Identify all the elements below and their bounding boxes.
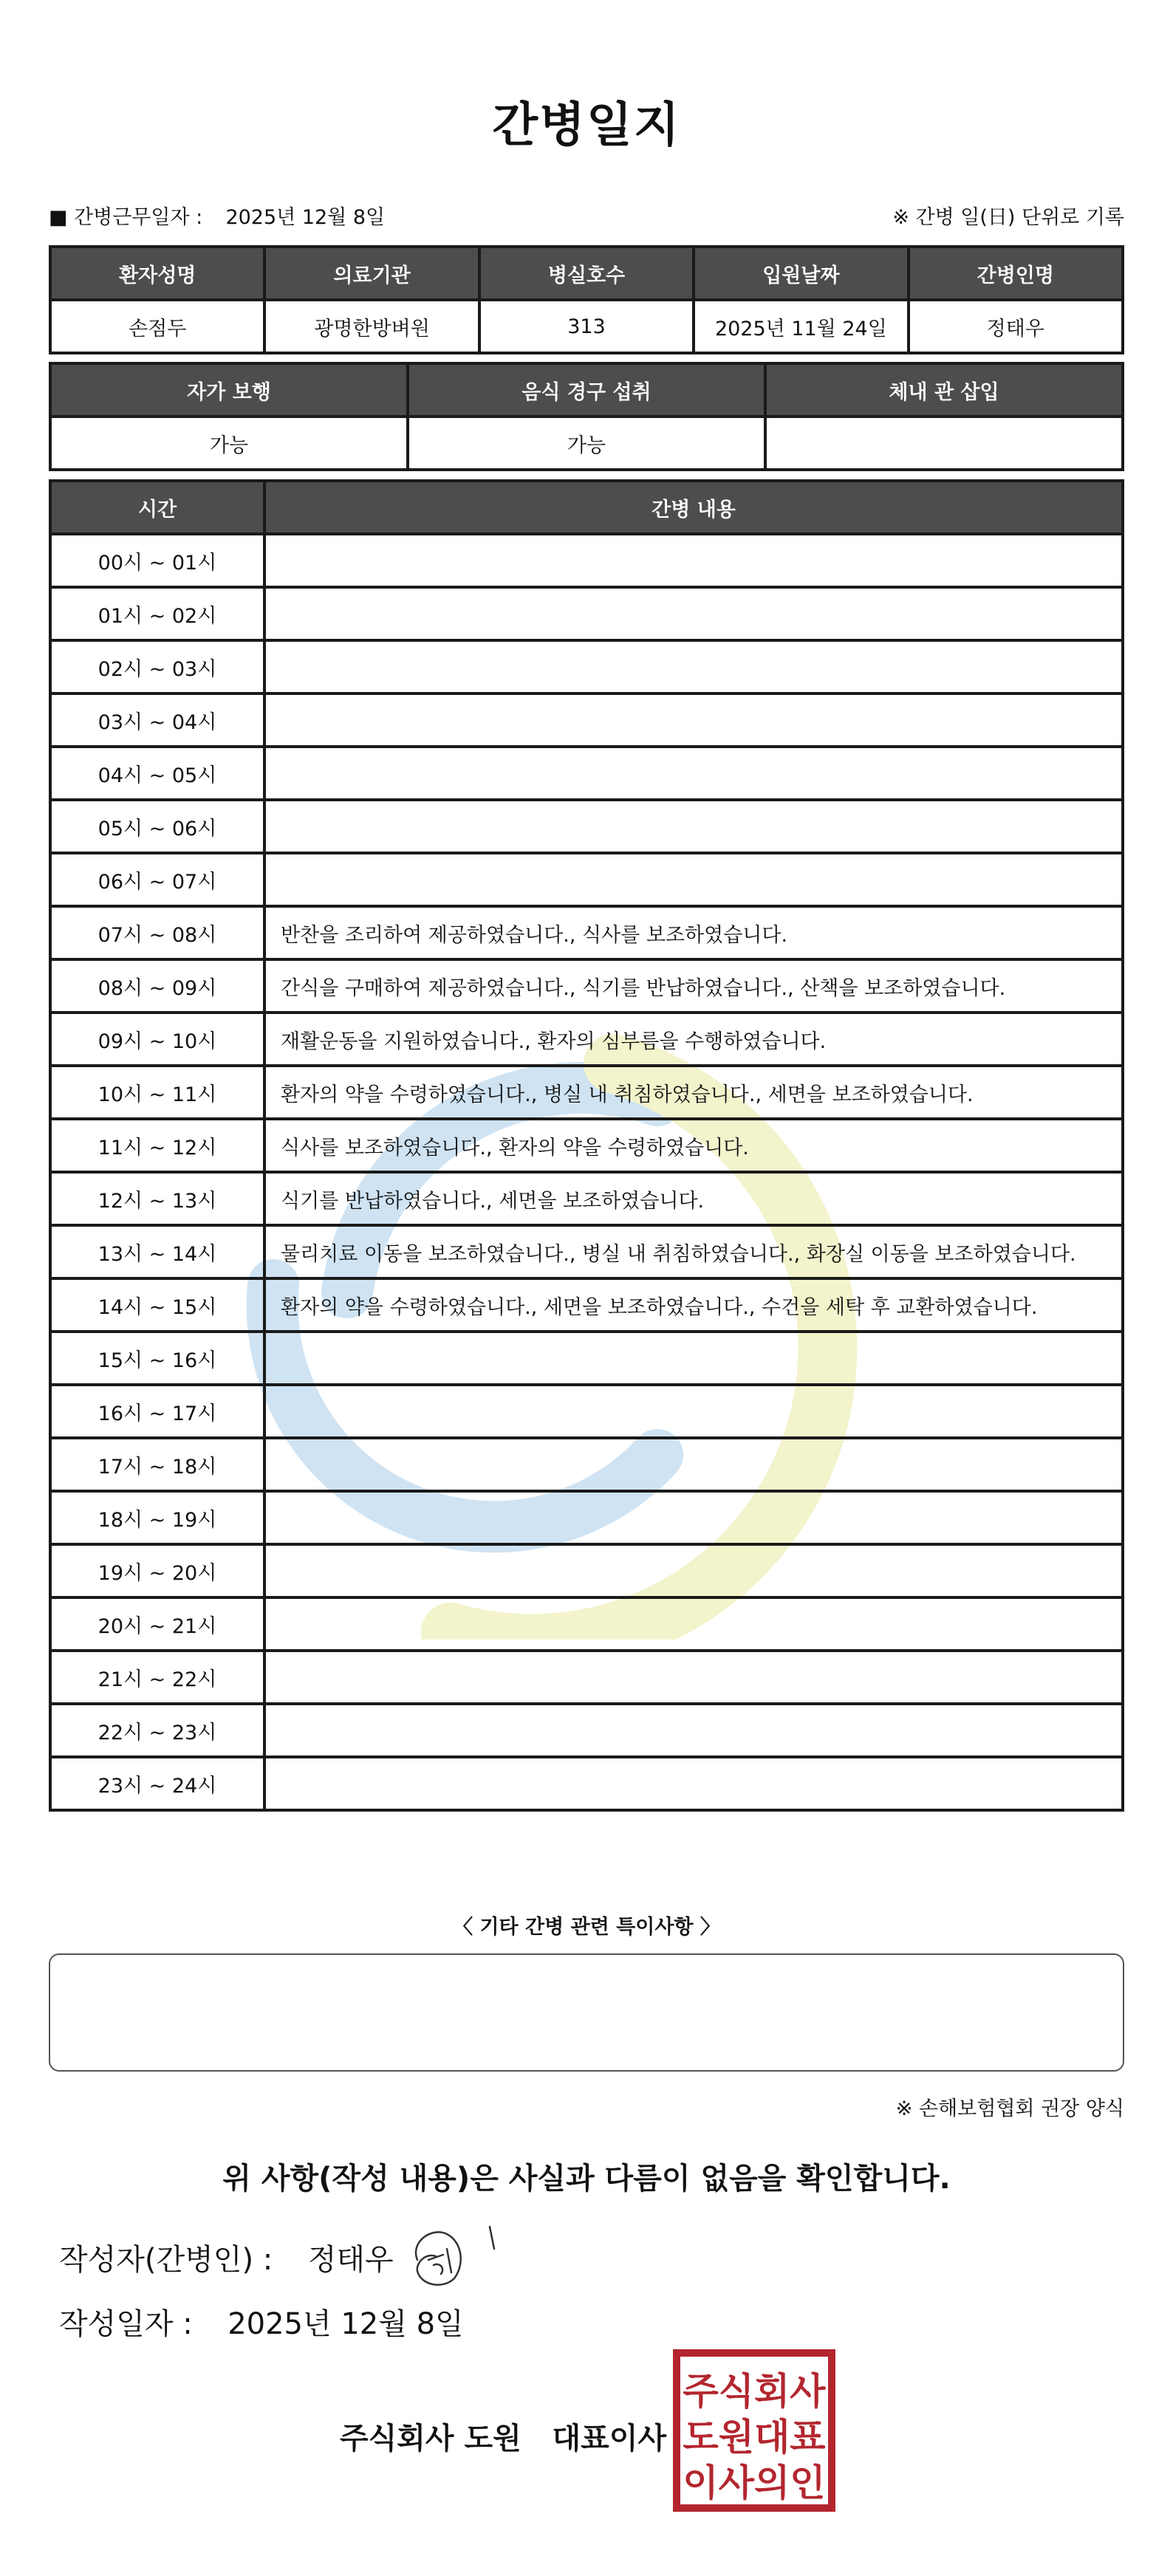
svg-text:도원대표: 도원대표 (683, 2416, 826, 2459)
log-time-cell: 09시 ~ 10시 (50, 1013, 264, 1066)
log-time-cell: 06시 ~ 07시 (50, 853, 264, 906)
log-time-cell: 08시 ~ 09시 (50, 959, 264, 1013)
log-row (50, 587, 1123, 640)
work-date-value: 2025년 12월 8일 (225, 206, 386, 229)
header-caregiver-name: 간병인명 (909, 247, 1123, 300)
log-content-cell: 환자의 약을 수령하였습니다., 병실 내 취침하였습니다., 세면을 보조하였습니다. (264, 1066, 1123, 1119)
caregiver-name: 정태우 (909, 300, 1123, 353)
log-time-cell: 03시 ~ 04시 (50, 693, 264, 747)
header-admission-date: 입원날짜 (694, 247, 908, 300)
header-tube-insertion: 체내 관 삽입 (765, 363, 1123, 417)
log-time-cell: 07시 ~ 08시 (50, 906, 264, 959)
log-row (50, 1332, 1123, 1385)
log-row (50, 1704, 1123, 1757)
log-content-cell (264, 587, 1123, 640)
header-self-walking: 자가 보행 (50, 363, 408, 417)
log-row (50, 1385, 1123, 1438)
log-row (50, 1544, 1123, 1597)
header-care-content: 간병 내용 (264, 481, 1123, 534)
log-time-cell: 20시 ~ 21시 (50, 1597, 264, 1651)
log-time-cell: 18시 ~ 19시 (50, 1491, 264, 1544)
log-time-cell: 12시 ~ 13시 (50, 1172, 264, 1225)
log-content-cell (264, 1597, 1123, 1651)
admission-date: 2025년 11월 24일 (694, 300, 908, 353)
svg-text:이사의인: 이사의인 (683, 2462, 826, 2504)
log-row (50, 693, 1123, 747)
log-time-cell: 22시 ~ 23시 (50, 1704, 264, 1757)
log-time-cell: 02시 ~ 03시 (50, 640, 264, 693)
unit-note: ※ 간병 일(日) 단위로 기록 (892, 206, 1124, 229)
log-content-cell (264, 1491, 1123, 1544)
log-content-cell (264, 1438, 1123, 1491)
log-content-cell (264, 640, 1123, 693)
log-row (50, 1597, 1123, 1651)
log-content-cell (264, 1757, 1123, 1810)
log-row (50, 1438, 1123, 1491)
patient-status-table (49, 362, 1124, 471)
header-oral-intake: 음식 경구 섭취 (408, 363, 765, 417)
log-row (50, 534, 1123, 587)
hourly-care-log-table (49, 479, 1124, 1812)
patient-info-table (49, 245, 1124, 354)
work-date-label: ■ 간병근무일자 : (49, 206, 203, 229)
log-row (50, 1013, 1123, 1066)
log-content-cell (264, 853, 1123, 906)
log-content-cell (264, 800, 1123, 853)
log-time-cell: 04시 ~ 05시 (50, 747, 264, 800)
header-hospital: 의료기관 (264, 247, 479, 300)
work-date-line (49, 201, 385, 230)
remarks-title: 〈 기타 간병 관련 특이사항 〉 (453, 1916, 720, 1939)
log-time-cell: 00시 ~ 01시 (50, 534, 264, 587)
log-content-cell (264, 1332, 1123, 1385)
log-content-cell (264, 747, 1123, 800)
oral-intake-value: 가능 (408, 417, 765, 470)
log-row (50, 1119, 1123, 1172)
tube-insertion-value (765, 417, 1123, 470)
writer-line (59, 2236, 394, 2278)
log-row (50, 1651, 1123, 1704)
log-time-cell: 14시 ~ 15시 (50, 1278, 264, 1332)
writer-label: 작성자(간병인) : (59, 2243, 273, 2277)
log-content-cell: 반찬을 조리하여 제공하였습니다., 식사를 보조하였습니다. (264, 906, 1123, 959)
log-row (50, 1278, 1123, 1332)
log-content-cell (264, 534, 1123, 587)
log-time-cell: 16시 ~ 17시 (50, 1385, 264, 1438)
company-representative: 주식회사 도원 대표이사 (340, 2422, 667, 2456)
log-content-cell (264, 1651, 1123, 1704)
written-date-value: 2025년 12월 8일 (228, 2307, 464, 2341)
log-content-cell (264, 1704, 1123, 1757)
document-title: 간병일지 (492, 98, 681, 153)
log-row (50, 906, 1123, 959)
log-time-cell: 17시 ~ 18시 (50, 1438, 264, 1491)
recommend-note: ※ 손해보험협회 권장 양식 (895, 2097, 1124, 2120)
log-row (50, 1757, 1123, 1810)
log-time-cell: 15시 ~ 16시 (50, 1332, 264, 1385)
log-content-cell: 식사를 보조하였습니다., 환자의 약을 수령하였습니다. (264, 1119, 1123, 1172)
self-walking-value: 가능 (50, 417, 408, 470)
log-content-cell: 물리치료 이동을 보조하였습니다., 병실 내 취침하였습니다., 화장실 이동을 보조하였습니다. (264, 1225, 1123, 1278)
log-row (50, 747, 1123, 800)
log-time-cell: 10시 ~ 11시 (50, 1066, 264, 1119)
log-time-cell: 21시 ~ 22시 (50, 1651, 264, 1704)
header-time: 시간 (50, 481, 264, 534)
confirmation-statement: 위 사항(작성 내용)은 사실과 다름이 없음을 확인합니다. (222, 2162, 951, 2196)
log-row (50, 800, 1123, 853)
log-time-cell: 05시 ~ 06시 (50, 800, 264, 853)
remarks-box (49, 1953, 1124, 2072)
log-content-cell (264, 1544, 1123, 1597)
log-content-cell: 간식을 구매하여 제공하였습니다., 식기를 반납하였습니다., 산책을 보조하였습니다. (264, 959, 1123, 1013)
log-time-cell: 23시 ~ 24시 (50, 1757, 264, 1810)
header-room-number: 병실호수 (479, 247, 694, 300)
log-content-cell: 환자의 약을 수령하였습니다., 세면을 보조하였습니다., 수건을 세탁 후 교환하였습니다. (264, 1278, 1123, 1332)
writer-name: 정태우 (307, 2243, 394, 2277)
log-row (50, 1066, 1123, 1119)
log-time-cell: 13시 ~ 14시 (50, 1225, 264, 1278)
header-patient-name: 환자성명 (50, 247, 264, 300)
log-row (50, 1172, 1123, 1225)
svg-text:주식회사: 주식회사 (683, 2370, 826, 2413)
written-date-line (59, 2301, 464, 2343)
patient-name: 손점두 (50, 300, 264, 353)
handwritten-signature-icon (403, 2219, 513, 2301)
company-seal-stamp-icon (672, 2349, 836, 2512)
log-content-cell (264, 693, 1123, 747)
written-date-label: 작성일자 : (59, 2307, 193, 2341)
log-content-cell (264, 1385, 1123, 1438)
log-content-cell: 식기를 반납하였습니다., 세면을 보조하였습니다. (264, 1172, 1123, 1225)
log-time-cell: 19시 ~ 20시 (50, 1544, 264, 1597)
log-row (50, 959, 1123, 1013)
log-row (50, 1491, 1123, 1544)
log-content-cell: 재활운동을 지원하였습니다., 환자의 심부름을 수행하였습니다. (264, 1013, 1123, 1066)
log-row (50, 1225, 1123, 1278)
log-row (50, 853, 1123, 906)
room-number: 313 (479, 300, 694, 353)
log-time-cell: 01시 ~ 02시 (50, 587, 264, 640)
log-row (50, 640, 1123, 693)
log-time-cell: 11시 ~ 12시 (50, 1119, 264, 1172)
hospital-name: 광명한방벼원 (264, 300, 479, 353)
